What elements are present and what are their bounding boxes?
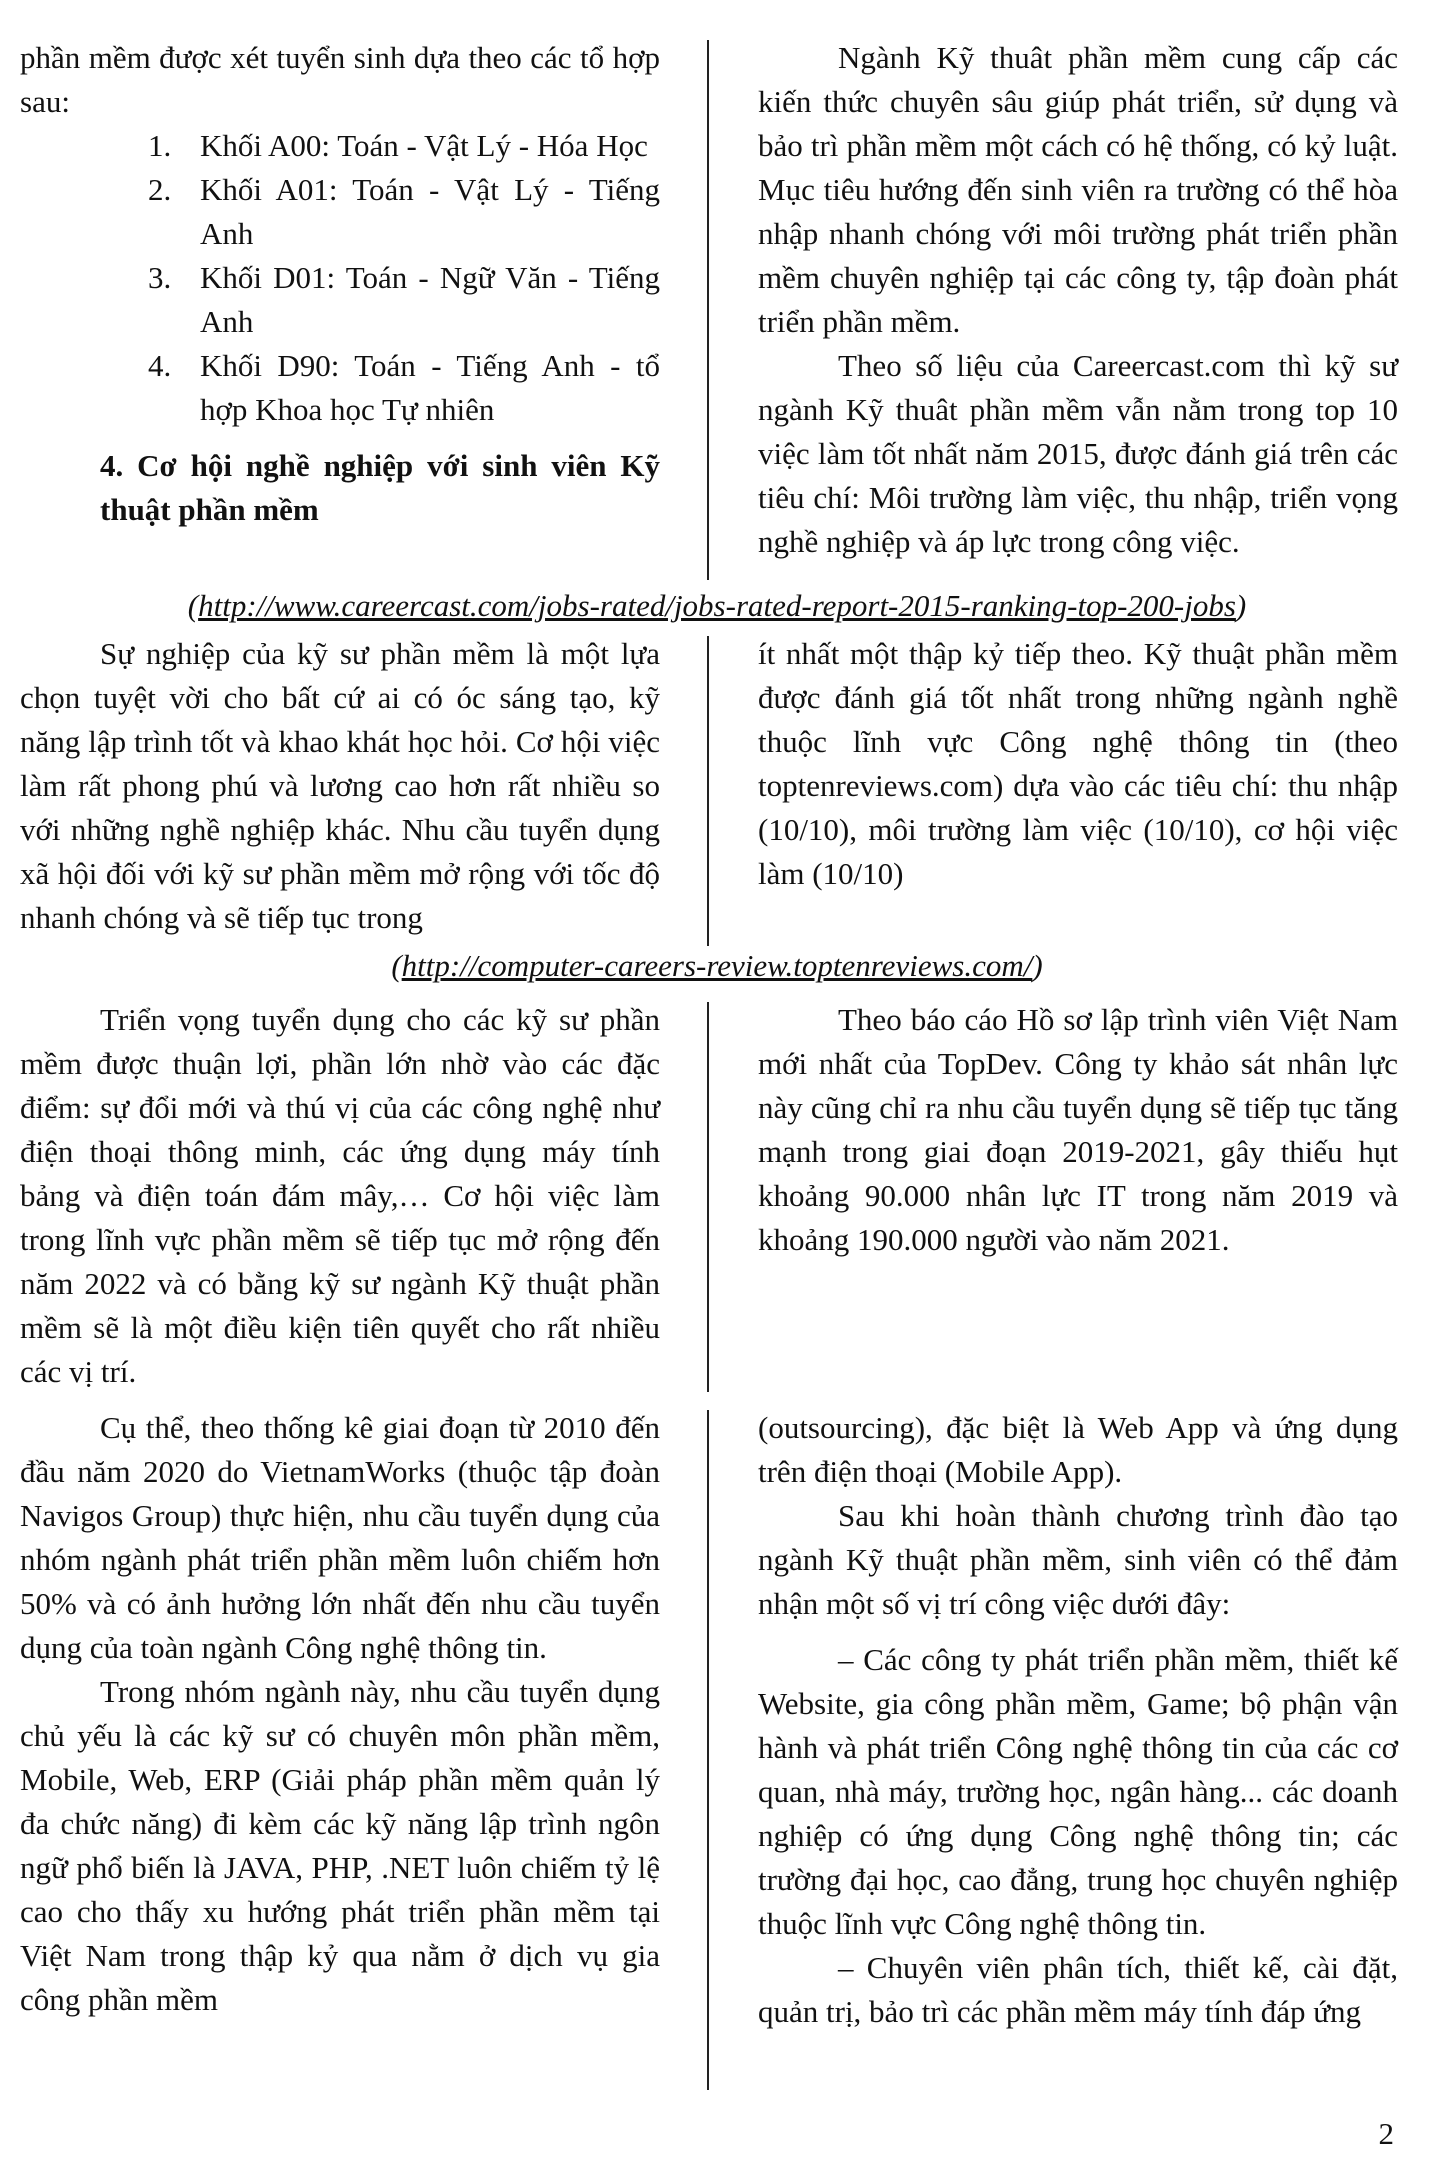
- paragraph: – Các công ty phát triển phần mềm, thiết kế Website, gia công phần mềm, Game; bộ phận vận hành và phát triển Công nghệ thông tin của các cơ quan, nhà máy, trường học, ngân hàng... các doanh nghiệp có ứng dụng Công nghệ thông tin; các trường đại học, cao đẳng, trung học chuyên nghiệp thuộc lĩnh vực Công nghệ thông tin.: [758, 1642, 1398, 1941]
- block3-left-column: [20, 998, 660, 1394]
- source-link[interactable]: http://www.careercast.com/jobs-rated/jobs-rated-report-2015-ranking-top-200-jobs: [198, 588, 1236, 623]
- list-item: 3. Khối D01: Toán - Ngữ Văn - Tiếng Anh: [148, 260, 660, 339]
- block4-right-column: [758, 1406, 1398, 2034]
- paragraph: Theo số liệu của Careercast.com thì kỹ sư ngành Kỹ thuât phần mềm vẫn nằm trong top 10 việc làm tốt nhất năm 2015, được đánh giá trên các tiêu chí: Môi trường làm việc, thu nhập, triển vọng nghề nghiệp và áp lực trong công việc.: [758, 348, 1398, 559]
- block4-left-column: [20, 1406, 660, 2022]
- block1-right-column: [758, 36, 1398, 564]
- paragraph: Trong nhóm ngành này, nhu cầu tuyển dụng chủ yếu là các kỹ sư có chuyên môn phần mềm, Mobile, Web, ERP (Giải pháp phần mềm quản lý đa chức năng) đi kèm các kỹ năng lập trình ngôn ngữ phổ biến là JAVA, PHP, .NET luôn chiếm tỷ lệ cao cho thấy xu hướng phát triển phần mềm tại Việt Nam trong thập kỷ qua nằm ở dịch vụ gia công phần mềm: [20, 1674, 660, 2017]
- source-citation: (http://www.careercast.com/jobs-rated/jobs-rated-report-2015-ranking-top-200-jobs): [187, 588, 1247, 623]
- paragraph: Theo báo cáo Hồ sơ lập trình viên Việt Nam mới nhất của TopDev. Công ty khảo sát nhân lực này cũng chỉ ra nhu cầu tuyển dụng sẽ tiếp tục tăng mạnh trong giai đoạn 2019-2021, gây thiếu hụt khoảng 90.000 nhân lực IT trong năm 2019 và khoảng 190.000 người vào năm 2021.: [758, 1002, 1398, 1257]
- block3-right-column: [758, 998, 1398, 1262]
- paragraph: Cụ thể, theo thống kê giai đoạn từ 2010 đến đầu năm 2020 do VietnamWorks (thuộc tập đoàn Navigos Group) thực hiện, nhu cầu tuyển dụng của nhóm ngành phát triển phần mềm luôn chiếm hơn 50% và có ảnh hưởng lớn nhất đến nhu cầu tuyển dụng của toàn ngành Công nghệ thông tin.: [20, 1410, 660, 1665]
- block2-left-column: [20, 632, 660, 940]
- list-item: 4. Khối D90: Toán - Tiếng Anh - tổ hợp Khoa học Tự nhiên: [148, 348, 660, 427]
- paragraph: Sự nghiệp của kỹ sư phần mềm là một lựa chọn tuyệt vời cho bất cứ ai có óc sáng tạo, kỹ năng lập trình tốt và khao khát học hỏi. Cơ hội việc làm rất phong phú và lương cao hơn rất nhiều so với những nghề nghiệp khác. Nhu cầu tuyển dụng xã hội đối với kỹ sư phần mềm mở rộng với tốc độ nhanh chóng và sẽ tiếp tục trong: [20, 636, 660, 935]
- column-divider: [707, 40, 709, 580]
- paragraph: – Chuyên viên phân tích, thiết kế, cài đặt, quản trị, bảo trì các phần mềm máy tính đáp ứng: [758, 1950, 1398, 2029]
- paragraph: Triển vọng tuyển dụng cho các kỹ sư phần mềm được thuận lợi, phần lớn nhờ vào các đặc điểm: sự đổi mới và thú vị của các công nghệ như điện thoại thông minh, các ứng dụng máy tính bảng và điện toán đám mây,… Cơ hội việc làm trong lĩnh vực phần mềm sẽ tiếp tục mở rộng đến năm 2022 và có bằng kỹ sư ngành Kỹ thuật phần mềm sẽ là một điều kiện tiên quyết cho rất nhiều các vị trí.: [20, 1002, 660, 1389]
- column-divider: [707, 636, 709, 946]
- source-link[interactable]: http://computer-careers-review.toptenreviews.com/: [401, 948, 1033, 983]
- block1-left-column: [20, 36, 660, 532]
- paragraph: Ngành Kỹ thuât phần mềm cung cấp các kiến thức chuyên sâu giúp phát triển, sử dụng và bảo trì phần mềm một cách có hệ thống, có kỷ luật. Mục tiêu hướng đến sinh viên ra trường có thể hòa nhập nhanh chóng với môi trường phát triển phần mềm chuyên nghiệp tại các công ty, tập đoàn phát triển phần mềm.: [758, 40, 1398, 339]
- paragraph: phần mềm được xét tuyển sinh dựa theo các tổ hợp sau:: [20, 40, 660, 119]
- paragraph: (outsourcing), đặc biệt là Web App và ứng dụng trên điện thoại (Mobile App).: [758, 1410, 1398, 1489]
- page-number: 2: [1378, 2116, 1394, 2151]
- column-divider: [707, 1410, 709, 2090]
- admission-block-list: [20, 124, 660, 432]
- source-citation: (http://computer-careers-review.toptenreviews.com/): [391, 948, 1043, 983]
- block2-right-column: [758, 632, 1398, 896]
- paragraph: ít nhất một thập kỷ tiếp theo. Kỹ thuật phần mềm được đánh giá tốt nhất trong những ngành nghề thuộc lĩnh vực Công nghệ thông tin (theo toptenreviews.com) dựa vào các tiêu chí: thu nhập (10/10), môi trường làm việc (10/10), cơ hội việc làm (10/10): [758, 636, 1398, 891]
- section-heading: 4. Cơ hội nghề nghiệp với sinh viên Kỹ thuật phần mềm: [100, 448, 660, 527]
- list-item: 1. Khối A00: Toán - Vật Lý - Hóa Học: [148, 128, 648, 163]
- paragraph: Sau khi hoàn thành chương trình đào tạo ngành Kỹ thuật phần mềm, sinh viên có thể đảm nhận một số vị trí công việc dưới đây:: [758, 1498, 1398, 1621]
- list-item: 2. Khối A01: Toán - Vật Lý - Tiếng Anh: [148, 172, 660, 251]
- column-divider: [707, 1002, 709, 1392]
